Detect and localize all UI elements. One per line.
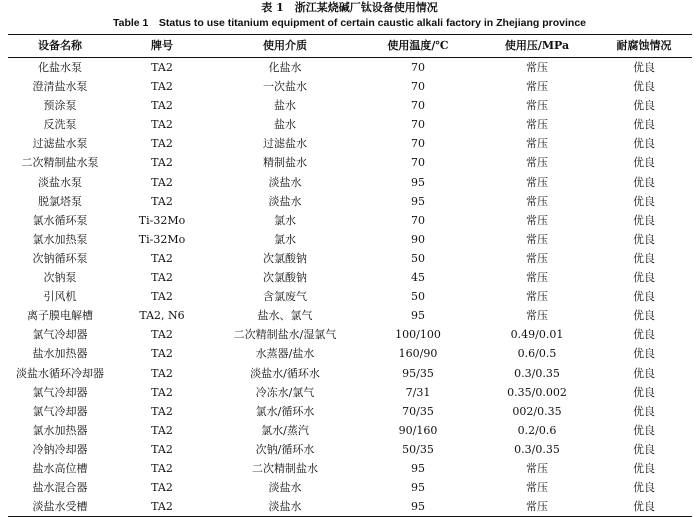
equipment-name-cell: 氯气冷却器 [32,328,88,342]
pressure-cell: 0.2/0.6 [517,423,557,437]
equipment-name-cell: 澄清盐水泵 [32,80,88,94]
table-row [8,211,692,230]
table-row [8,478,692,497]
equipment-name-cell: 氯水加热器 [32,423,88,437]
corrosion-cell: 优良 [633,175,655,189]
equipment-name-cell: 反洗泵 [43,118,77,132]
table-title-en: Table 1 Status to use titanium equipment of certain caustic alkali factory in Zhejiang province [113,17,586,29]
equipment-name-cell: 引风机 [43,290,77,304]
equipment-name-cell: 淡盐水受槽 [32,500,88,514]
grade-cell: TA2 [151,290,173,304]
table-row [8,325,692,344]
table-header-row [8,35,692,58]
pressure-cell: 常压 [526,309,548,323]
table-row [8,383,692,402]
table-row [8,440,692,459]
pressure-cell: 常压 [526,461,548,475]
grade-cell: TA2 [151,80,173,94]
equipment-name-cell: 淡盐水循环冷却器 [16,366,104,380]
corrosion-cell: 优良 [633,404,655,418]
pressure-cell: 常压 [526,118,548,132]
grade-cell: TA2 [151,347,173,361]
grade-cell: TA2 [151,500,173,514]
corrosion-cell: 优良 [633,347,655,361]
grade-cell: TA2 [151,194,173,208]
corrosion-cell: 优良 [633,99,655,113]
temperature-cell: 90/160 [398,423,438,437]
grade-cell: TA2 [151,271,173,285]
pressure-cell: 常压 [526,194,548,208]
equipment-name-cell: 脱氯塔泵 [38,194,82,208]
equipment-table [8,34,692,517]
header-corrosion: 耐腐蚀情况 [616,39,672,52]
equipment-name-cell: 氯水循环泵 [32,213,88,227]
corrosion-cell: 优良 [633,500,655,514]
table-row [8,115,692,134]
grade-cell: Ti-32Mo [138,232,186,246]
medium-cell: 次氯酸钠 [263,271,307,285]
table-title-cn: 表 1 浙江某烧碱厂钛设备使用情况 [261,1,438,14]
table-row [8,77,692,96]
temperature-cell: 70 [411,156,425,170]
temperature-cell: 45 [411,271,425,285]
grade-cell: TA2 [151,137,173,151]
temperature-cell: 50 [411,290,425,304]
equipment-name-cell: 次钠循环泵 [32,251,88,265]
table-row [8,421,692,440]
table-row [8,459,692,478]
corrosion-cell: 优良 [633,366,655,380]
temperature-cell: 70 [411,118,425,132]
pressure-cell: 0.3/0.35 [514,442,560,456]
medium-cell: 次钠/循环水 [255,442,315,456]
grade-cell: TA2 [151,175,173,189]
grade-cell: TA2 [151,461,173,475]
grade-cell: TA2 [151,404,173,418]
grade-cell: TA2 [151,251,173,265]
table-row [8,134,692,153]
pressure-cell: 0.35/0.002 [507,385,567,399]
pressure-cell: 常压 [526,175,548,189]
pressure-cell: 常压 [526,481,548,495]
temperature-cell: 95 [411,481,425,495]
grade-cell: TA2 [151,156,173,170]
medium-cell: 二次精制盐水 [252,461,318,475]
table-row [8,192,692,211]
table-row [8,153,692,172]
table-row [8,173,692,192]
medium-cell: 盐水 [274,118,296,132]
grade-cell: TA2 [151,328,173,342]
pressure-cell: 常压 [526,290,548,304]
corrosion-cell: 优良 [633,385,655,399]
grade-cell: TA2 [151,99,173,113]
table-row [8,58,692,78]
temperature-cell: 95 [411,500,425,514]
temperature-cell: 70 [411,80,425,94]
medium-cell: 含氯废气 [263,290,307,304]
equipment-name-cell: 淡盐水泵 [38,175,82,189]
corrosion-cell: 优良 [633,232,655,246]
temperature-cell: 95 [411,194,425,208]
table-body [8,58,692,517]
pressure-cell: 0.49/0.01 [510,328,564,342]
temperature-cell: 100/100 [395,328,441,342]
corrosion-cell: 优良 [633,309,655,323]
corrosion-cell: 优良 [633,271,655,285]
table-row [8,306,692,325]
pressure-cell: 常压 [526,99,548,113]
temperature-cell: 95 [411,175,425,189]
equipment-name-cell: 离子膜电解槽 [27,309,93,323]
table-row [8,497,692,517]
temperature-cell: 50 [411,251,425,265]
pressure-cell: 常压 [526,232,548,246]
grade-cell: TA2 [151,442,173,456]
medium-cell: 过滤盐水 [263,137,307,151]
corrosion-cell: 优良 [633,328,655,342]
table-row [8,96,692,115]
equipment-name-cell: 过滤盐水泵 [32,137,88,151]
corrosion-cell: 优良 [633,80,655,94]
temperature-cell: 70 [411,61,425,74]
header-equipment-name: 设备名称 [38,39,82,52]
medium-cell: 盐水、氯气 [257,309,313,323]
equipment-name-cell: 化盐水泵 [38,61,82,74]
medium-cell: 盐水 [274,99,296,113]
table-row [8,249,692,268]
medium-cell: 化盐水 [268,61,302,74]
medium-cell: 水蒸器/盐水 [255,347,315,361]
temperature-cell: 90 [411,232,425,246]
medium-cell: 淡盐水 [268,175,302,189]
table-row [8,402,692,421]
equipment-table-container [8,34,692,517]
grade-cell: TA2, N6 [139,309,185,323]
temperature-cell: 50/35 [402,442,434,456]
header-pressure: 使用压/MPa [504,39,570,52]
header-temperature: 使用温度/℃ [387,39,449,52]
pressure-cell: 常压 [526,213,548,227]
corrosion-cell: 优良 [633,423,655,437]
table-row [8,268,692,287]
equipment-name-cell: 二次精制盐水泵 [21,156,99,170]
equipment-name-cell: 预涂泵 [43,99,77,113]
medium-cell: 精制盐水 [263,156,307,170]
medium-cell: 淡盐水 [268,500,302,514]
header-medium: 使用介质 [263,39,307,52]
pressure-cell: 002/0.35 [512,404,562,418]
medium-cell: 次氯酸钠 [263,251,307,265]
table-row [8,230,692,249]
grade-cell: TA2 [151,423,173,437]
pressure-cell: 0.6/0.5 [517,347,557,361]
pressure-cell: 常压 [526,80,548,94]
table-row [8,344,692,363]
pressure-cell: 常压 [526,156,548,170]
table-row [8,364,692,383]
medium-cell: 冷冻水/氯气 [255,385,315,399]
pressure-cell: 常压 [526,271,548,285]
corrosion-cell: 优良 [633,194,655,208]
grade-cell: TA2 [151,481,173,495]
table-row [8,287,692,306]
corrosion-cell: 优良 [633,213,655,227]
equipment-name-cell: 氯气冷却器 [32,404,88,418]
equipment-name-cell: 氯水加热泵 [32,232,88,246]
medium-cell: 氯水/循环水 [255,404,315,418]
corrosion-cell: 优良 [633,137,655,151]
medium-cell: 淡盐水 [268,481,302,495]
temperature-cell: 70 [411,99,425,113]
corrosion-cell: 优良 [633,251,655,265]
grade-cell: TA2 [151,385,173,399]
medium-cell: 淡盐水/循环水 [250,366,320,380]
grade-cell: TA2 [151,366,173,380]
equipment-name-cell: 盐水高位槽 [32,461,88,475]
corrosion-cell: 优良 [633,461,655,475]
temperature-cell: 95/35 [402,366,434,380]
equipment-name-cell: 氯气冷却器 [32,385,88,399]
temperature-cell: 70 [411,137,425,151]
grade-cell: TA2 [151,61,173,74]
header-grade: 牌号 [151,39,173,52]
pressure-cell: 常压 [526,500,548,514]
corrosion-cell: 优良 [633,481,655,495]
pressure-cell: 常压 [526,61,548,74]
medium-cell: 一次盐水 [263,80,307,94]
medium-cell: 氯水 [274,232,296,246]
medium-cell: 淡盐水 [268,194,302,208]
temperature-cell: 70/35 [402,404,434,418]
medium-cell: 氯水 [274,213,296,227]
corrosion-cell: 优良 [633,61,655,74]
pressure-cell: 0.3/0.35 [514,366,560,380]
temperature-cell: 7/31 [405,385,431,399]
medium-cell: 二次精制盐水/湿氯气 [233,328,337,342]
grade-cell: Ti-32Mo [138,213,186,227]
pressure-cell: 常压 [526,251,548,265]
temperature-cell: 160/90 [398,347,438,361]
equipment-name-cell: 次钠泵 [43,271,77,285]
pressure-cell: 常压 [526,137,548,151]
equipment-name-cell: 冷钠冷却器 [32,442,88,456]
corrosion-cell: 优良 [633,118,655,132]
corrosion-cell: 优良 [633,156,655,170]
equipment-name-cell: 盐水加热器 [32,347,88,361]
temperature-cell: 70 [411,213,425,227]
temperature-cell: 95 [411,461,425,475]
corrosion-cell: 优良 [633,442,655,456]
corrosion-cell: 优良 [633,290,655,304]
grade-cell: TA2 [151,118,173,132]
temperature-cell: 95 [411,309,425,323]
medium-cell: 氯水/蒸汽 [261,423,309,437]
equipment-name-cell: 盐水混合器 [32,481,88,495]
